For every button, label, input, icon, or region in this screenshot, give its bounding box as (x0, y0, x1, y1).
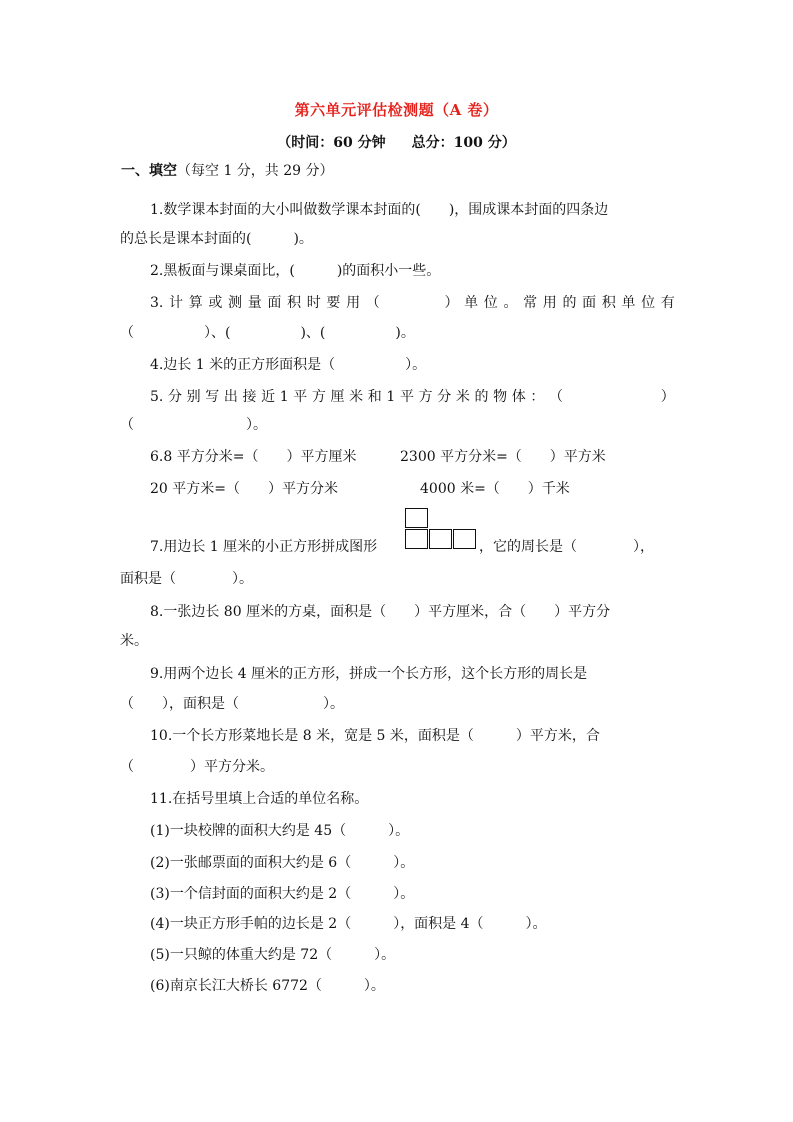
question-3-token: 的 (562, 295, 577, 311)
section-note: （每空 1 分，共 29 分） (177, 163, 334, 179)
question-3-token (385, 293, 399, 313)
question-5-token: 近 (261, 389, 276, 405)
question-5-token: ： (530, 389, 545, 405)
question-5-token: 方 (418, 389, 433, 405)
question-5-token: 米 (455, 389, 470, 405)
question-3-token: 面 (267, 295, 282, 311)
question-8-line-1: 8.一张边长 80 厘米的方桌，面积是（ ）平方厘米，合（ ）平方分 (150, 604, 611, 620)
question-5-token: 方 (311, 389, 326, 405)
question-3-token: 单 (464, 295, 479, 311)
square-tiles-figure (405, 508, 477, 550)
question-11-item: (6)南京长江大桥长 6772（ ）。 (150, 978, 385, 994)
question-5-token: 1 (279, 389, 289, 405)
question-5-token: 的 (474, 389, 489, 405)
question-5-token: 米 (349, 389, 364, 405)
question-3-token: 。 (503, 295, 518, 311)
tile-bottom-1 (405, 529, 428, 549)
question-3-token: 算 (188, 295, 203, 311)
section-title: 一、填空 (121, 163, 177, 179)
question-5-token: 写 (205, 389, 220, 405)
question-5-token: ） (660, 389, 675, 405)
question-11-intro: 11.在括号里填上合适的单位名称。 (150, 791, 369, 807)
question-5-token (605, 387, 619, 407)
question-3-token: 要 (326, 295, 341, 311)
question-5-token: 体 (511, 389, 526, 405)
question-10-line-2: （ ）平方分米。 (120, 759, 274, 775)
question-3-token: 有 (660, 295, 675, 311)
tile-bottom-2 (429, 529, 452, 549)
question-5-token: 别 (186, 389, 201, 405)
question-5-token: （ (548, 389, 563, 405)
question-3-token: 用 (346, 295, 361, 311)
question-5-token: 平 (293, 389, 308, 405)
section-heading (121, 161, 334, 181)
question-5-token: 分 (437, 389, 452, 405)
question-3-token: 位 (483, 295, 498, 311)
question-3-token: 3. (150, 295, 164, 311)
question-5-token: 1 (386, 389, 396, 405)
question-3-token: 积 (601, 295, 616, 311)
question-3-line-1 (150, 293, 675, 313)
page-title: 第六单元评估检测题（A 卷） (294, 101, 499, 119)
question-5-token (623, 387, 637, 407)
question-4: 4.边长 1 米的正方形面积是（ ）。 (150, 357, 427, 373)
question-3-token: ） (444, 295, 459, 311)
tile-top (405, 508, 428, 528)
question-3-token: 常 (523, 295, 538, 311)
question-5-token: 物 (493, 389, 508, 405)
score-label: 总分：100 分） (411, 135, 516, 151)
question-5-token: 分 (167, 389, 182, 405)
question-5-token: 出 (223, 389, 238, 405)
question-1-line-1: 1.数学课本封面的大小叫做数学课本封面的( )，围成课本封面的四条边 (150, 202, 609, 218)
question-3-token: 或 (208, 295, 223, 311)
question-3-token: 时 (306, 295, 321, 311)
question-9-line-1: 9.用两个边长 4 厘米的正方形，拼成一个长方形，这个长方形的周长是 (150, 666, 588, 682)
question-5-token: 厘 (330, 389, 345, 405)
question-1-line-2: 的总长是课本封面的( )。 (120, 231, 313, 247)
question-5-token: 和 (367, 389, 382, 405)
question-5-token (568, 387, 582, 407)
time-label: （时间：60 分钟 (277, 135, 386, 151)
question-8-line-2: 米。 (120, 633, 148, 649)
question-3-token (425, 293, 439, 313)
question-3-line-2: （ ）、( )、( )。 (120, 325, 415, 341)
question-5-token: 5. (150, 389, 164, 405)
question-3-token: 单 (621, 295, 636, 311)
question-3-token: 测 (228, 295, 243, 311)
exam-subtitle (0, 132, 793, 152)
question-6-part-c: 20 平方米=（ ）平方分米 (150, 481, 338, 497)
question-5-token (586, 387, 600, 407)
question-3-token: 量 (247, 295, 262, 311)
question-5-token (642, 387, 656, 407)
tile-bottom-3 (453, 529, 476, 549)
question-5-line-2: （ ）。 (120, 417, 267, 433)
question-3-token: 位 (641, 295, 656, 311)
question-3-token: 面 (582, 295, 597, 311)
question-3-token: 计 (169, 295, 184, 311)
question-7-line-1a: 7.用边长 1 厘米的小正方形拼成图形 (150, 539, 378, 555)
question-7-line-1b: ，它的周长是（ ）， (479, 539, 654, 555)
question-6-part-b: 2300 平方分米=（ ）平方米 (400, 449, 606, 465)
question-5-line-1 (150, 387, 675, 407)
question-11-item: (2)一张邮票面的面积大约是 6（ ）。 (150, 855, 415, 871)
question-5-token: 平 (399, 389, 414, 405)
question-11-item: (3)一个信封面的面积大约是 2（ ）。 (150, 886, 415, 902)
question-5-token: 接 (242, 389, 257, 405)
question-11-item: (4)一块正方形手帕的边长是 2（ ），面积是 4（ ）。 (150, 916, 547, 932)
question-2: 2.黑板面与课桌面比，( )的面积小一些。 (150, 263, 441, 279)
question-11-item: (1)一块校牌的面积大约是 45（ ）。 (150, 823, 410, 839)
question-7-line-2: 面积是（ ）。 (120, 571, 253, 587)
question-3-token (405, 293, 419, 313)
question-3-token: 用 (542, 295, 557, 311)
question-6-part-a: 6.8 平方分米=（ ）平方厘米 (150, 449, 357, 465)
question-11-item: (5)一只鲸的体重大约是 72（ ）。 (150, 947, 396, 963)
question-10-line-1: 10.一个长方形菜地长是 8 米，宽是 5 米，面积是（ ）平方米，合 (150, 728, 600, 744)
question-9-line-2: （ ），面积是（ ）。 (120, 696, 344, 712)
question-3-token: 积 (287, 295, 302, 311)
question-6-part-d: 4000 米=（ ）千米 (420, 481, 570, 497)
question-3-token: （ (365, 295, 380, 311)
